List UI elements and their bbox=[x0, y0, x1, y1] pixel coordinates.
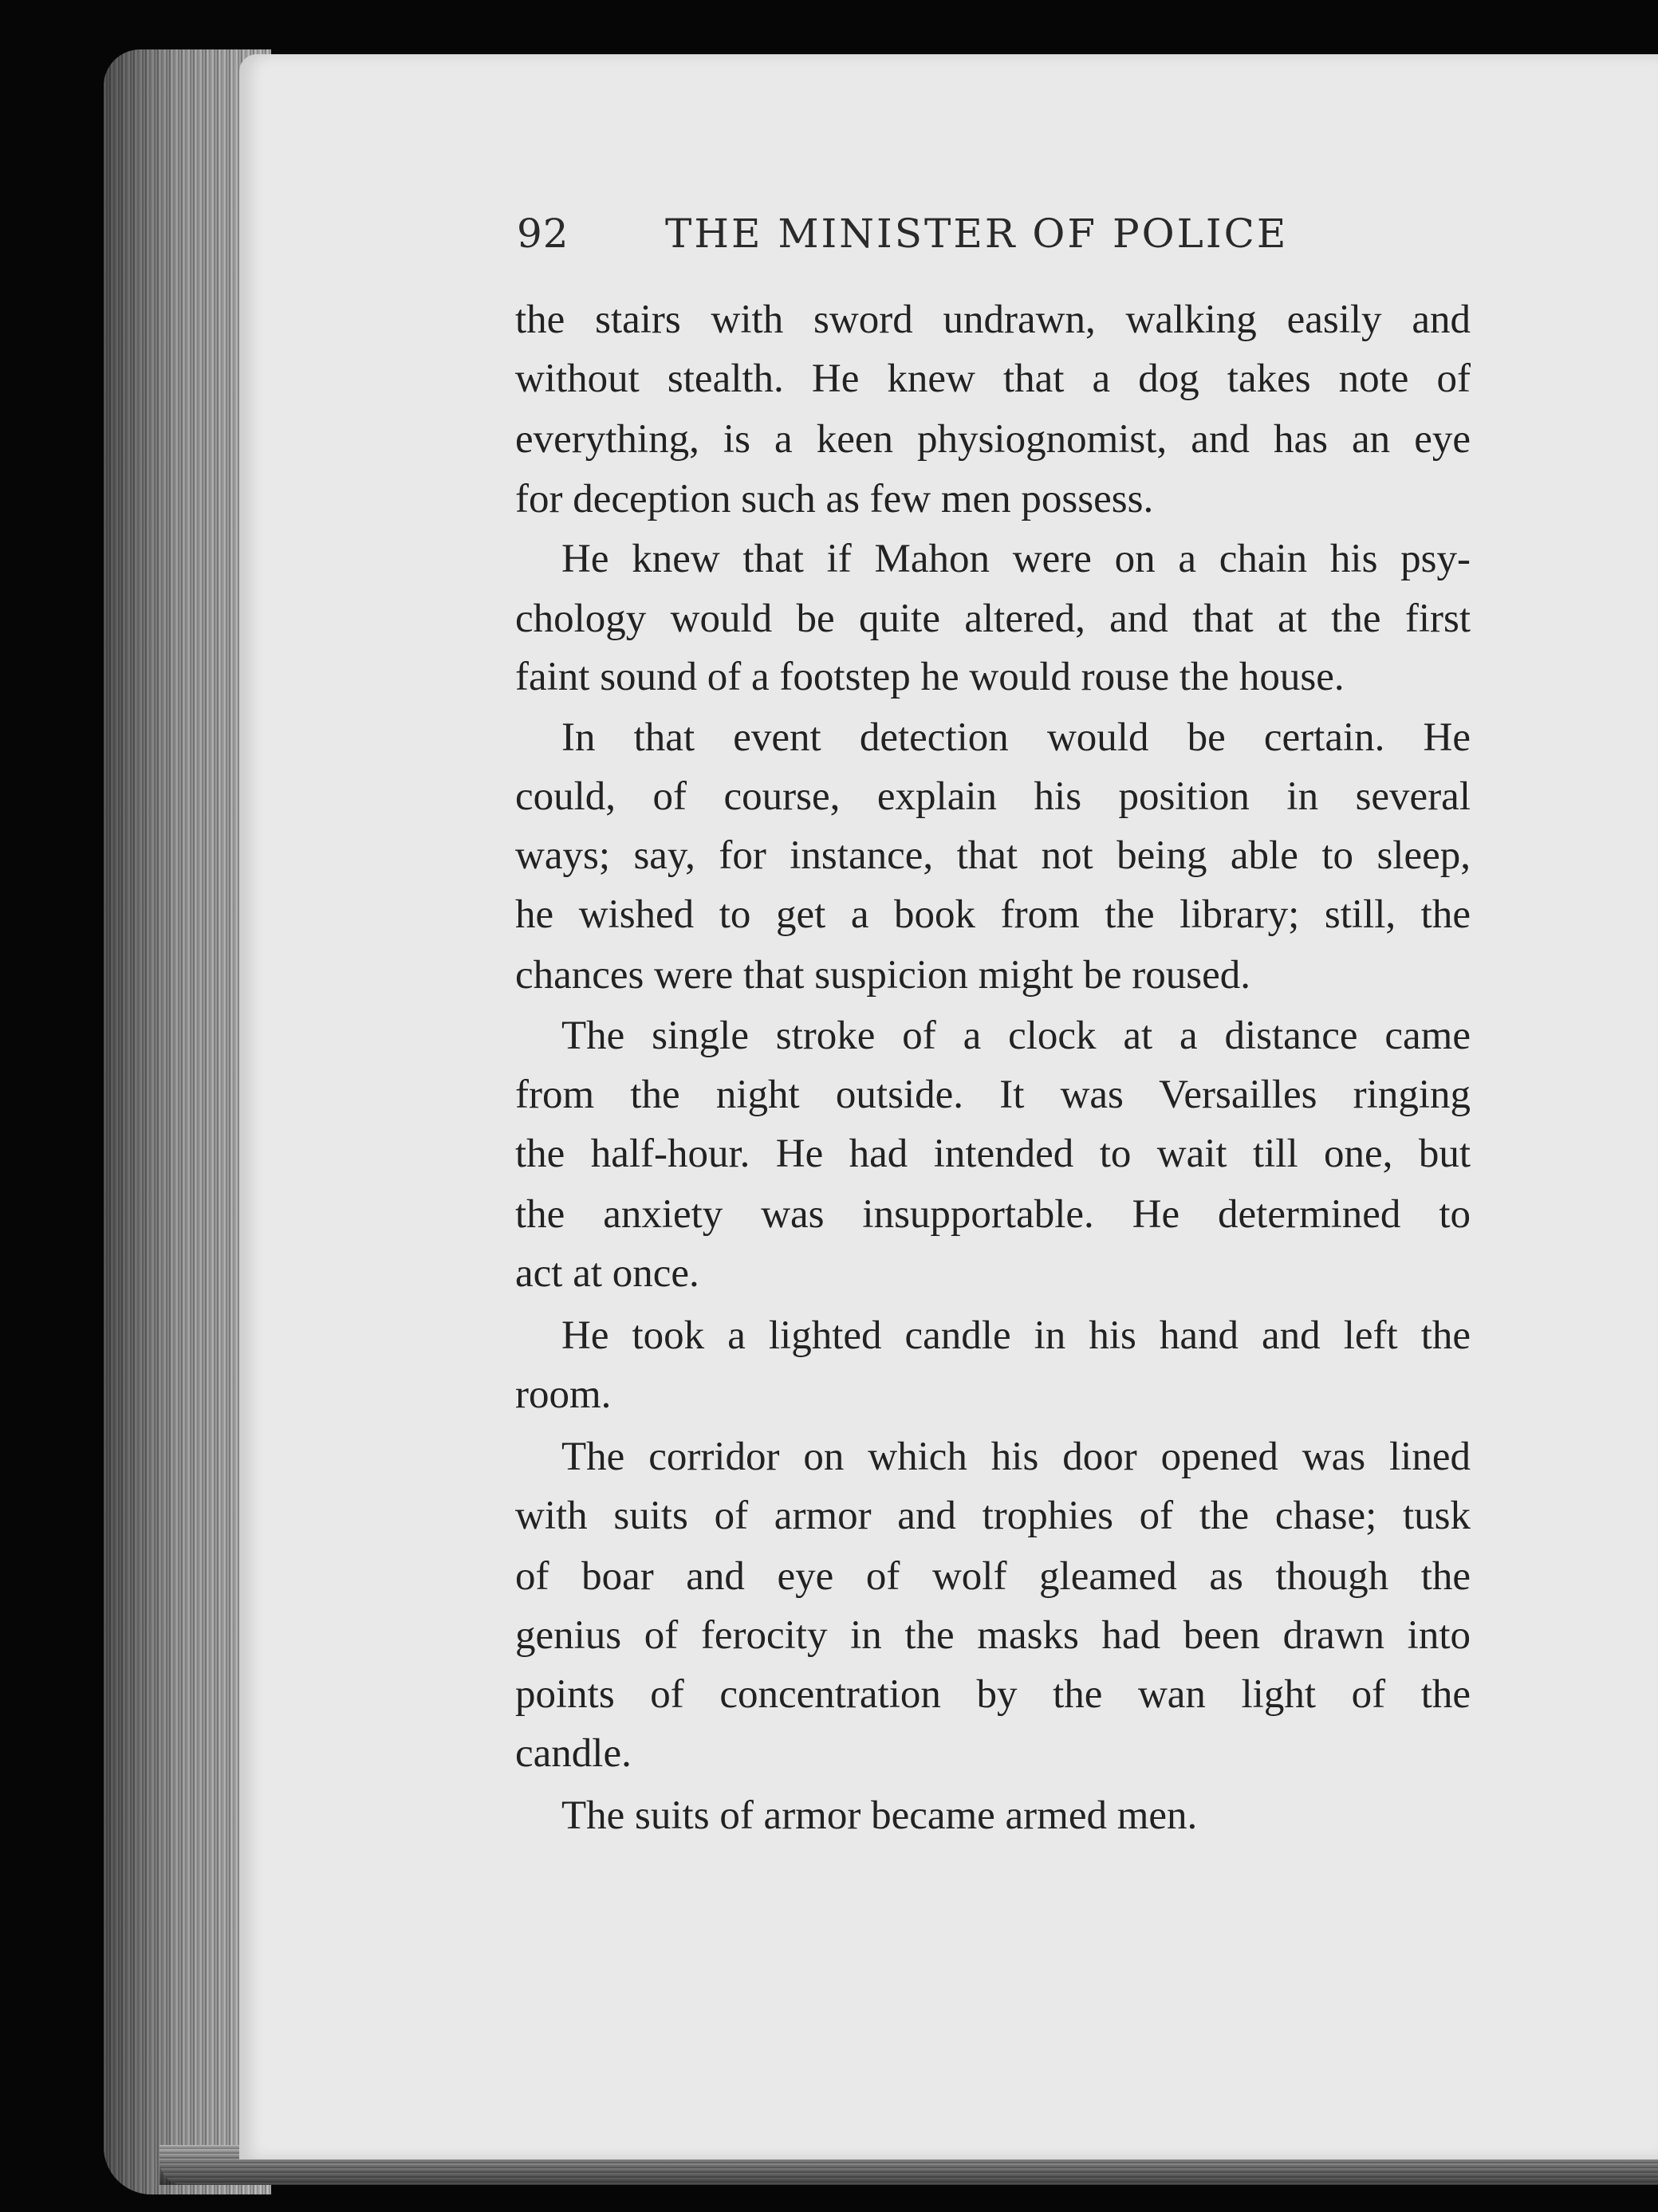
text-line: could, of course, explain his position in several bbox=[515, 774, 1471, 819]
text-line: room. bbox=[515, 1372, 612, 1417]
text-line: In that event detection would be certain. He bbox=[561, 715, 1471, 760]
text-line: ways; say, for instance, that not being able to sleep, bbox=[515, 833, 1471, 878]
text-line: candle. bbox=[515, 1731, 632, 1776]
page-number: 92 bbox=[517, 211, 569, 257]
text-line: genius of ferocity in the masks had been drawn into bbox=[515, 1613, 1471, 1658]
text-line: The single stroke of a clock at a distance came bbox=[561, 1014, 1471, 1058]
text-line: He knew that if Mahon were on a chain his psy- bbox=[561, 537, 1471, 581]
text-line: for deception such as few men possess. bbox=[515, 477, 1154, 522]
text-line: of boar and eye of wolf gleamed as though the bbox=[515, 1554, 1471, 1599]
text-line: from the night outside. It was Versailles ringing bbox=[515, 1073, 1471, 1117]
text-line: without stealth. He knew that a dog takes note of bbox=[515, 356, 1471, 401]
running-head bbox=[517, 206, 1330, 270]
text-line: faint sound of a footstep he would rouse the house. bbox=[515, 655, 1345, 699]
text-line: He took a lighted candle in his hand and left the bbox=[561, 1313, 1471, 1358]
text-line: points of concentration by the wan light of the bbox=[515, 1672, 1471, 1717]
text-line: everything, is a keen physiognomist, and has an eye bbox=[515, 417, 1471, 462]
text-line: the half-hour. He had intended to wait till one, but bbox=[515, 1132, 1471, 1176]
text-line: chances were that suspicion might be roused. bbox=[515, 953, 1250, 998]
text-line: act at once. bbox=[515, 1251, 699, 1296]
text-line: the stairs with sword undrawn, walking easily and bbox=[515, 297, 1471, 342]
text-line: The corridor on which his door opened was lined bbox=[561, 1435, 1471, 1479]
text-line: with suits of armor and trophies of the chase; tusk bbox=[515, 1494, 1471, 1538]
text-line: The suits of armor became armed men. bbox=[561, 1793, 1198, 1838]
text-line: chology would be quite altered, and that at the first bbox=[515, 596, 1471, 641]
text-line: he wished to get a book from the library; still, the bbox=[515, 892, 1471, 937]
header-title: THE MINISTER OF POLICE bbox=[665, 211, 1289, 257]
text-line: the anxiety was insupportable. He determined to bbox=[515, 1192, 1471, 1237]
